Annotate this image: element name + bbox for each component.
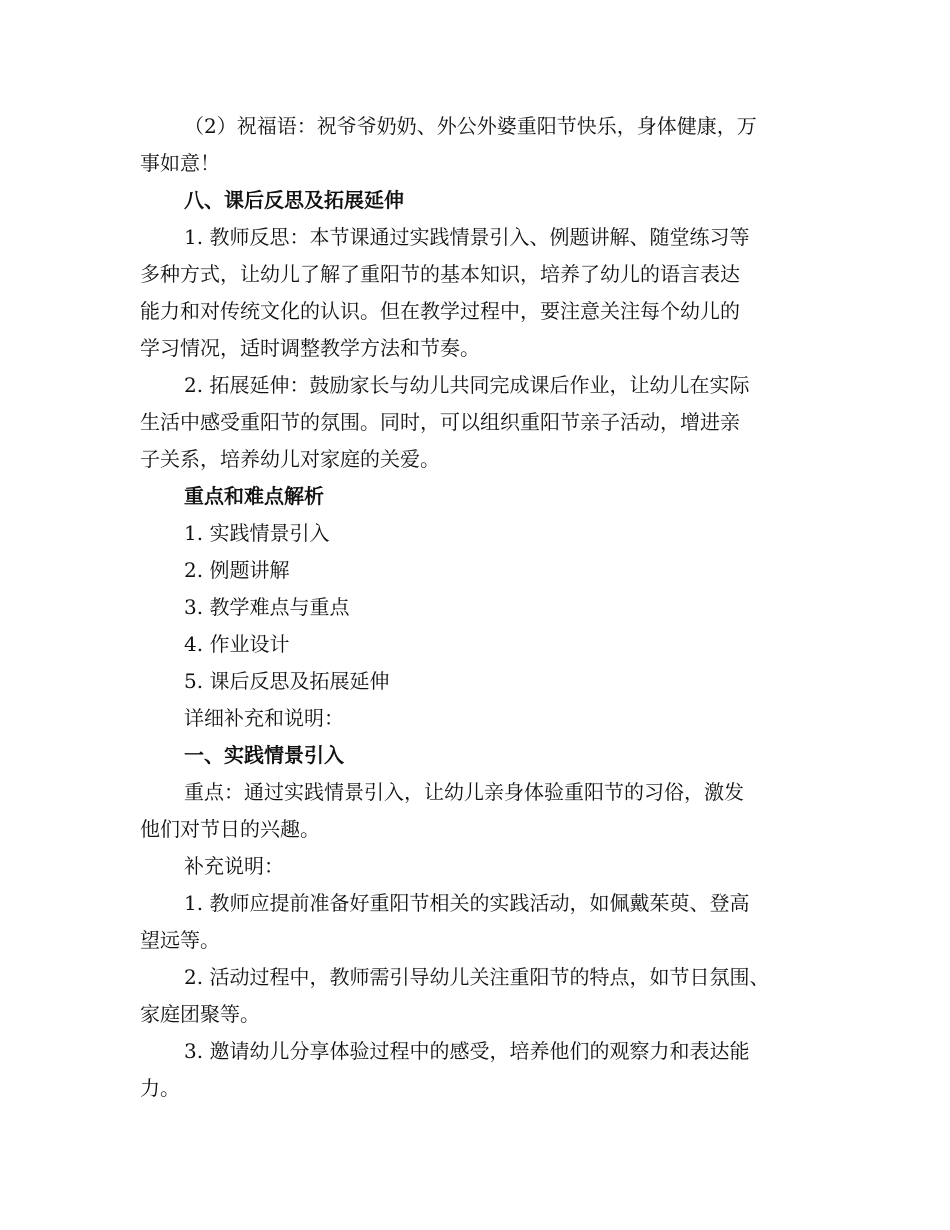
note-item-line: 望远等。 bbox=[140, 928, 220, 952]
note-item-line: 家庭团聚等。 bbox=[140, 1002, 260, 1026]
note-item-line: 力。 bbox=[140, 1076, 180, 1100]
paragraph-teacher-reflection-line: 多种方式，让幼儿了解了重阳节的基本知识，培养了幼儿的语言表达 bbox=[140, 262, 740, 286]
blessing-line-continued: 事如意！ bbox=[140, 151, 220, 175]
list-item: 1. 实践情景引入 bbox=[184, 521, 330, 545]
list-item: 3. 教学难点与重点 bbox=[184, 595, 350, 619]
list-item: 4. 作业设计 bbox=[184, 632, 290, 656]
paragraph-focus-line: 他们对节日的兴趣。 bbox=[140, 817, 320, 841]
note-item: 1. 教师应提前准备好重阳节相关的实践活动，如佩戴茱萸、登高 bbox=[184, 891, 750, 915]
detail-label: 详细补充和说明： bbox=[184, 706, 344, 730]
note-item: 2. 活动过程中，教师需引导幼儿关注重阳节的特点，如节日氛围、 bbox=[184, 965, 770, 989]
note-item: 3. 邀请幼儿分享体验过程中的感受，培养他们的观察力和表达能 bbox=[184, 1039, 750, 1063]
document-body bbox=[140, 108, 830, 1107]
section-heading-practice: 一、实践情景引入 bbox=[184, 743, 344, 767]
list-item: 5. 课后反思及拓展延伸 bbox=[184, 669, 390, 693]
section-heading-reflection: 八、课后反思及拓展延伸 bbox=[184, 188, 404, 212]
blessing-line: （2）祝福语：祝爷爷奶奶、外公外婆重阳节快乐，身体健康，万 bbox=[184, 114, 757, 138]
paragraph-teacher-reflection-line: 能力和对传统文化的认识。但在教学过程中，要注意关注每个幼儿的 bbox=[140, 299, 740, 323]
paragraph-extension-line: 子关系，培养幼儿对家庭的关爱。 bbox=[140, 447, 440, 471]
paragraph-extension: 2. 拓展延伸：鼓励家长与幼儿共同完成课后作业，让幼儿在实际 bbox=[184, 373, 750, 397]
section-heading-keypoints: 重点和难点解析 bbox=[184, 484, 324, 508]
list-item: 2. 例题讲解 bbox=[184, 558, 290, 582]
supplement-label: 补充说明： bbox=[184, 854, 284, 878]
paragraph-teacher-reflection: 1. 教师反思：本节课通过实践情景引入、例题讲解、随堂练习等 bbox=[184, 225, 750, 249]
paragraph-extension-line: 生活中感受重阳节的氛围。同时，可以组织重阳节亲子活动，增进亲 bbox=[140, 410, 740, 434]
paragraph-teacher-reflection-line: 学习情况，适时调整教学方法和节奏。 bbox=[140, 336, 480, 360]
paragraph-focus: 重点：通过实践情景引入，让幼儿亲身体验重阳节的习俗，激发 bbox=[184, 780, 744, 804]
